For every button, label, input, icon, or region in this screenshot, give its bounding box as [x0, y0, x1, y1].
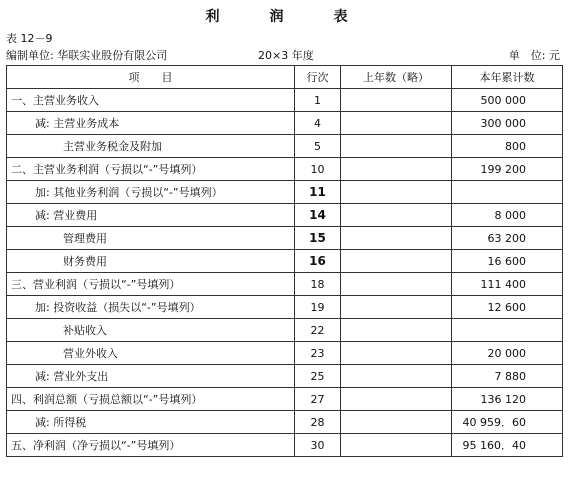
row-item-label: 主营业务税金及附加	[7, 135, 295, 158]
row-previous-year-value	[341, 158, 452, 181]
row-current-year-value: 63 200	[452, 227, 563, 250]
row-previous-year-value	[341, 434, 452, 457]
row-previous-year-value	[341, 227, 452, 250]
row-line-number: 4	[295, 112, 341, 135]
row-current-year-value: 12 600	[452, 296, 563, 319]
row-current-year-value: 16 600	[452, 250, 563, 273]
table-number: 表 12－9	[6, 32, 53, 45]
table-row	[7, 365, 563, 388]
company-name: 编制单位: 华联实业股份有限公司	[6, 49, 168, 62]
row-line-number: 30	[295, 434, 341, 457]
table-row	[7, 204, 563, 227]
row-item-label: 三、营业利润（亏损以“-”号填列）	[7, 273, 295, 296]
row-line-number: 18	[295, 273, 341, 296]
row-current-year-value	[452, 319, 563, 342]
row-line-number: 22	[295, 319, 341, 342]
row-line-number: 25	[295, 365, 341, 388]
table-row	[7, 227, 563, 250]
row-previous-year-value	[341, 135, 452, 158]
row-line-number: 14	[295, 204, 341, 227]
row-line-number: 5	[295, 135, 341, 158]
table-row	[7, 181, 563, 204]
column-header-current-year: 本年累计数	[452, 66, 563, 89]
row-item-label: 补贴收入	[7, 319, 295, 342]
row-item-label: 减: 营业费用	[7, 204, 295, 227]
row-current-year-value: 95 160．40	[452, 434, 563, 457]
row-current-year-value: 500 000	[452, 89, 563, 112]
table-row	[7, 158, 563, 181]
row-previous-year-value	[341, 181, 452, 204]
row-current-year-value: 800	[452, 135, 563, 158]
row-previous-year-value	[341, 296, 452, 319]
row-current-year-value: 199 200	[452, 158, 563, 181]
table-row	[7, 250, 563, 273]
table-row	[7, 296, 563, 319]
row-previous-year-value	[341, 342, 452, 365]
row-line-number: 10	[295, 158, 341, 181]
row-previous-year-value	[341, 250, 452, 273]
row-item-label: 二、主营业务利润（亏损以“-”号填列）	[7, 158, 295, 181]
table-row	[7, 135, 563, 158]
income-statement-table	[6, 65, 563, 457]
row-previous-year-value	[341, 273, 452, 296]
column-header-item: 项 目	[7, 66, 295, 89]
table-header-row	[7, 66, 563, 89]
row-line-number: 1	[295, 89, 341, 112]
row-line-number: 23	[295, 342, 341, 365]
row-item-label: 管理费用	[7, 227, 295, 250]
table-row	[7, 273, 563, 296]
table-row	[7, 434, 563, 457]
row-previous-year-value	[341, 204, 452, 227]
row-item-label: 加: 其他业务利润（亏损以“-”号填列）	[7, 181, 295, 204]
row-current-year-value: 300 000	[452, 112, 563, 135]
row-item-label: 减: 所得税	[7, 411, 295, 434]
table-row	[7, 411, 563, 434]
row-line-number: 16	[295, 250, 341, 273]
currency-unit: 单 位: 元	[508, 49, 560, 62]
column-header-line: 行次	[295, 66, 341, 89]
row-current-year-value: 7 880	[452, 365, 563, 388]
row-line-number: 11	[295, 181, 341, 204]
table-row	[7, 319, 563, 342]
row-previous-year-value	[341, 365, 452, 388]
row-previous-year-value	[341, 411, 452, 434]
row-previous-year-value	[341, 112, 452, 135]
row-previous-year-value	[341, 319, 452, 342]
table-row	[7, 89, 563, 112]
row-item-label: 四、利润总额（亏损总额以“-”号填列）	[7, 388, 295, 411]
row-current-year-value: 40 959．60	[452, 411, 563, 434]
table-row	[7, 342, 563, 365]
row-item-label: 财务费用	[7, 250, 295, 273]
report-year: 20×3 年度	[258, 49, 314, 62]
row-line-number: 19	[295, 296, 341, 319]
row-item-label: 减: 营业外支出	[7, 365, 295, 388]
table-row	[7, 388, 563, 411]
row-previous-year-value	[341, 89, 452, 112]
row-previous-year-value	[341, 388, 452, 411]
table-row	[7, 112, 563, 135]
row-line-number: 27	[295, 388, 341, 411]
row-current-year-value: 20 000	[452, 342, 563, 365]
row-line-number: 15	[295, 227, 341, 250]
column-header-previous-year: 上年数（略）	[341, 66, 452, 89]
page-title: 利 润 表	[205, 9, 366, 25]
row-item-label: 一、主营业务收入	[7, 89, 295, 112]
row-line-number: 28	[295, 411, 341, 434]
row-current-year-value: 8 000	[452, 204, 563, 227]
row-item-label: 营业外收入	[7, 342, 295, 365]
row-current-year-value: 136 120	[452, 388, 563, 411]
row-item-label: 五、净利润（净亏损以“-”号填列）	[7, 434, 295, 457]
row-item-label: 加: 投资收益（损失以“-”号填列）	[7, 296, 295, 319]
row-item-label: 减: 主营业务成本	[7, 112, 295, 135]
row-current-year-value: 111 400	[452, 273, 563, 296]
report-header	[6, 47, 566, 63]
row-current-year-value	[452, 181, 563, 204]
